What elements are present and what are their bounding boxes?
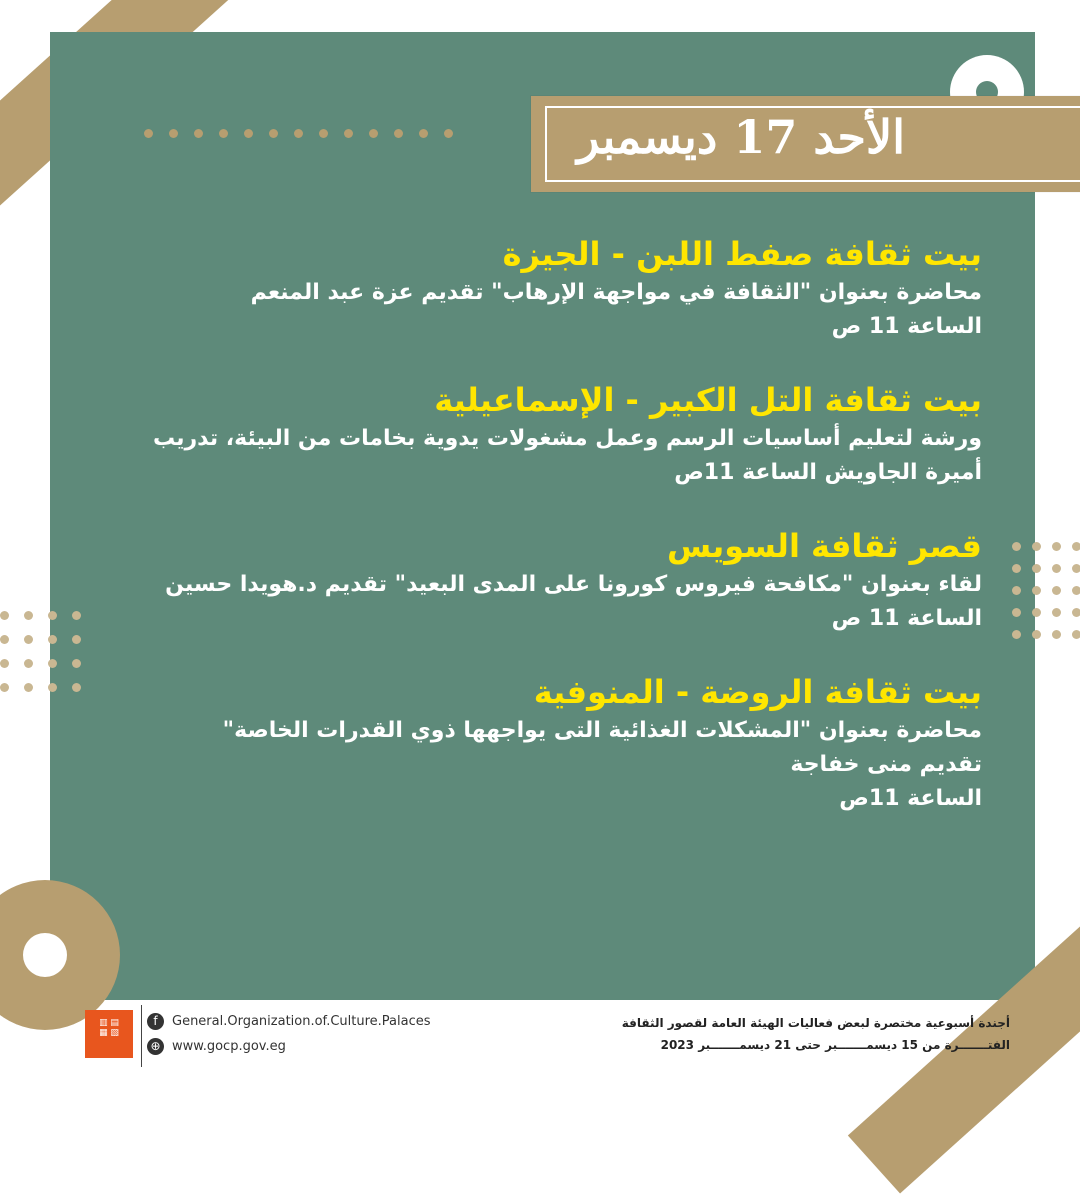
- decorative-dot: [1032, 586, 1041, 595]
- decorative-dot: [1012, 542, 1021, 551]
- facebook-link[interactable]: [147, 1013, 431, 1030]
- event-title: بيت ثقافة التل الكبير - الإسماعيلية: [434, 381, 982, 419]
- decorative-dot: [1012, 586, 1021, 595]
- decorative-dot: [1072, 564, 1080, 573]
- agenda-title: أجندة أسبوعية مختصرة لبعض فعاليات الهيئة العامة لقصور الثقافة: [621, 1016, 1010, 1030]
- event-description: محاضرة بعنوان "الثقافة في مواجهة الإرهاب" تقديم عزة عبد المنعم: [250, 280, 982, 305]
- decorative-dot: [1032, 542, 1041, 551]
- decorative-dot: [72, 683, 81, 692]
- decorative-dot: [48, 683, 57, 692]
- event-description: لقاء بعنوان "مكافحة فيروس كورونا على المدى البعيد" تقديم د.هويدا حسين: [165, 572, 982, 597]
- decorative-dot: [1072, 586, 1080, 595]
- decorative-dot: [319, 129, 328, 138]
- decorative-dot: [169, 129, 178, 138]
- decorative-dot: [24, 683, 33, 692]
- event-title: بيت ثقافة الروضة - المنوفية: [533, 673, 982, 711]
- decorative-dot: [344, 129, 353, 138]
- decorative-dot: [369, 129, 378, 138]
- event-item: [102, 378, 982, 490]
- decorative-dot: [419, 129, 428, 138]
- agenda-note: [622, 1012, 1010, 1056]
- decorative-dot: [48, 659, 57, 668]
- event-description: محاضرة بعنوان "المشكلات الغذائية التى يواجهها ذوي القدرات الخاصة": [222, 718, 982, 743]
- decorative-dot: [1012, 608, 1021, 617]
- decorative-dot: [72, 635, 81, 644]
- organization-logo-icon: ▥ ▤ ▦ ▧: [85, 1010, 133, 1058]
- decorative-dot: [1052, 608, 1061, 617]
- decorative-dot: [0, 611, 9, 620]
- website-url: www.gocp.gov.eg: [172, 1039, 286, 1054]
- event-time: الساعة 11 ص: [831, 606, 982, 631]
- event-title: قصر ثقافة السويس: [667, 527, 982, 565]
- decorative-dot: [0, 683, 9, 692]
- event-time: الساعة 11ص: [839, 786, 982, 811]
- decorative-dot: [48, 635, 57, 644]
- decorative-dot: [48, 611, 57, 620]
- decorative-dot: [24, 659, 33, 668]
- decorative-dot: [24, 611, 33, 620]
- globe-icon: ⊕: [147, 1038, 164, 1055]
- decorative-dot: [1032, 608, 1041, 617]
- event-time: أميرة الجاويش الساعة 11ص: [674, 460, 982, 485]
- event-title: بيت ثقافة صفط اللبن - الجيزة: [502, 235, 982, 273]
- events-list: [102, 232, 982, 850]
- decorative-dot: [24, 635, 33, 644]
- decorative-dot: [1072, 542, 1080, 551]
- decorative-dot: [144, 129, 153, 138]
- decorative-dot: [394, 129, 403, 138]
- event-item: [102, 670, 982, 816]
- decorative-dot: [444, 129, 453, 138]
- decorative-dot: [0, 659, 9, 668]
- decorative-dot: [294, 129, 303, 138]
- date-title: الأحد 17 ديسمبر: [577, 110, 905, 164]
- decorative-dot: [1032, 630, 1041, 639]
- decorative-dot: [1052, 564, 1061, 573]
- decorative-dot: [72, 611, 81, 620]
- decorative-dot: [1012, 630, 1021, 639]
- decorative-dot: [1072, 630, 1080, 639]
- agenda-period: الفتـــــــرة من 15 ديسمـــــــبر حتى 21 ديسمـــــــبر 2023: [660, 1038, 1010, 1052]
- decorative-dot: [244, 129, 253, 138]
- decorative-dot: [269, 129, 278, 138]
- facebook-icon: f: [147, 1013, 164, 1030]
- decorative-dot: [1052, 586, 1061, 595]
- decorative-dot: [1072, 608, 1080, 617]
- decorative-dot: [1012, 564, 1021, 573]
- decorative-dot: [1052, 542, 1061, 551]
- facebook-handle: General.Organization.of.Culture.Palaces: [172, 1014, 431, 1029]
- decorative-dot: [219, 129, 228, 138]
- event-presenter: تقديم منى خفاجة: [790, 752, 982, 777]
- decorative-dot: [72, 659, 81, 668]
- event-description: ورشة لتعليم أساسيات الرسم وعمل مشغولات يدوية بخامات من البيئة، تدريب: [152, 426, 982, 451]
- footer-divider: [141, 1005, 142, 1067]
- event-item: [102, 524, 982, 636]
- event-item: [102, 232, 982, 344]
- date-banner: [531, 96, 1080, 192]
- decorative-dot: [194, 129, 203, 138]
- decorative-dot: [1052, 630, 1061, 639]
- decorative-dot: [1032, 564, 1041, 573]
- decorative-dot: [0, 635, 9, 644]
- event-time: الساعة 11 ص: [831, 314, 982, 339]
- website-link[interactable]: [147, 1038, 286, 1055]
